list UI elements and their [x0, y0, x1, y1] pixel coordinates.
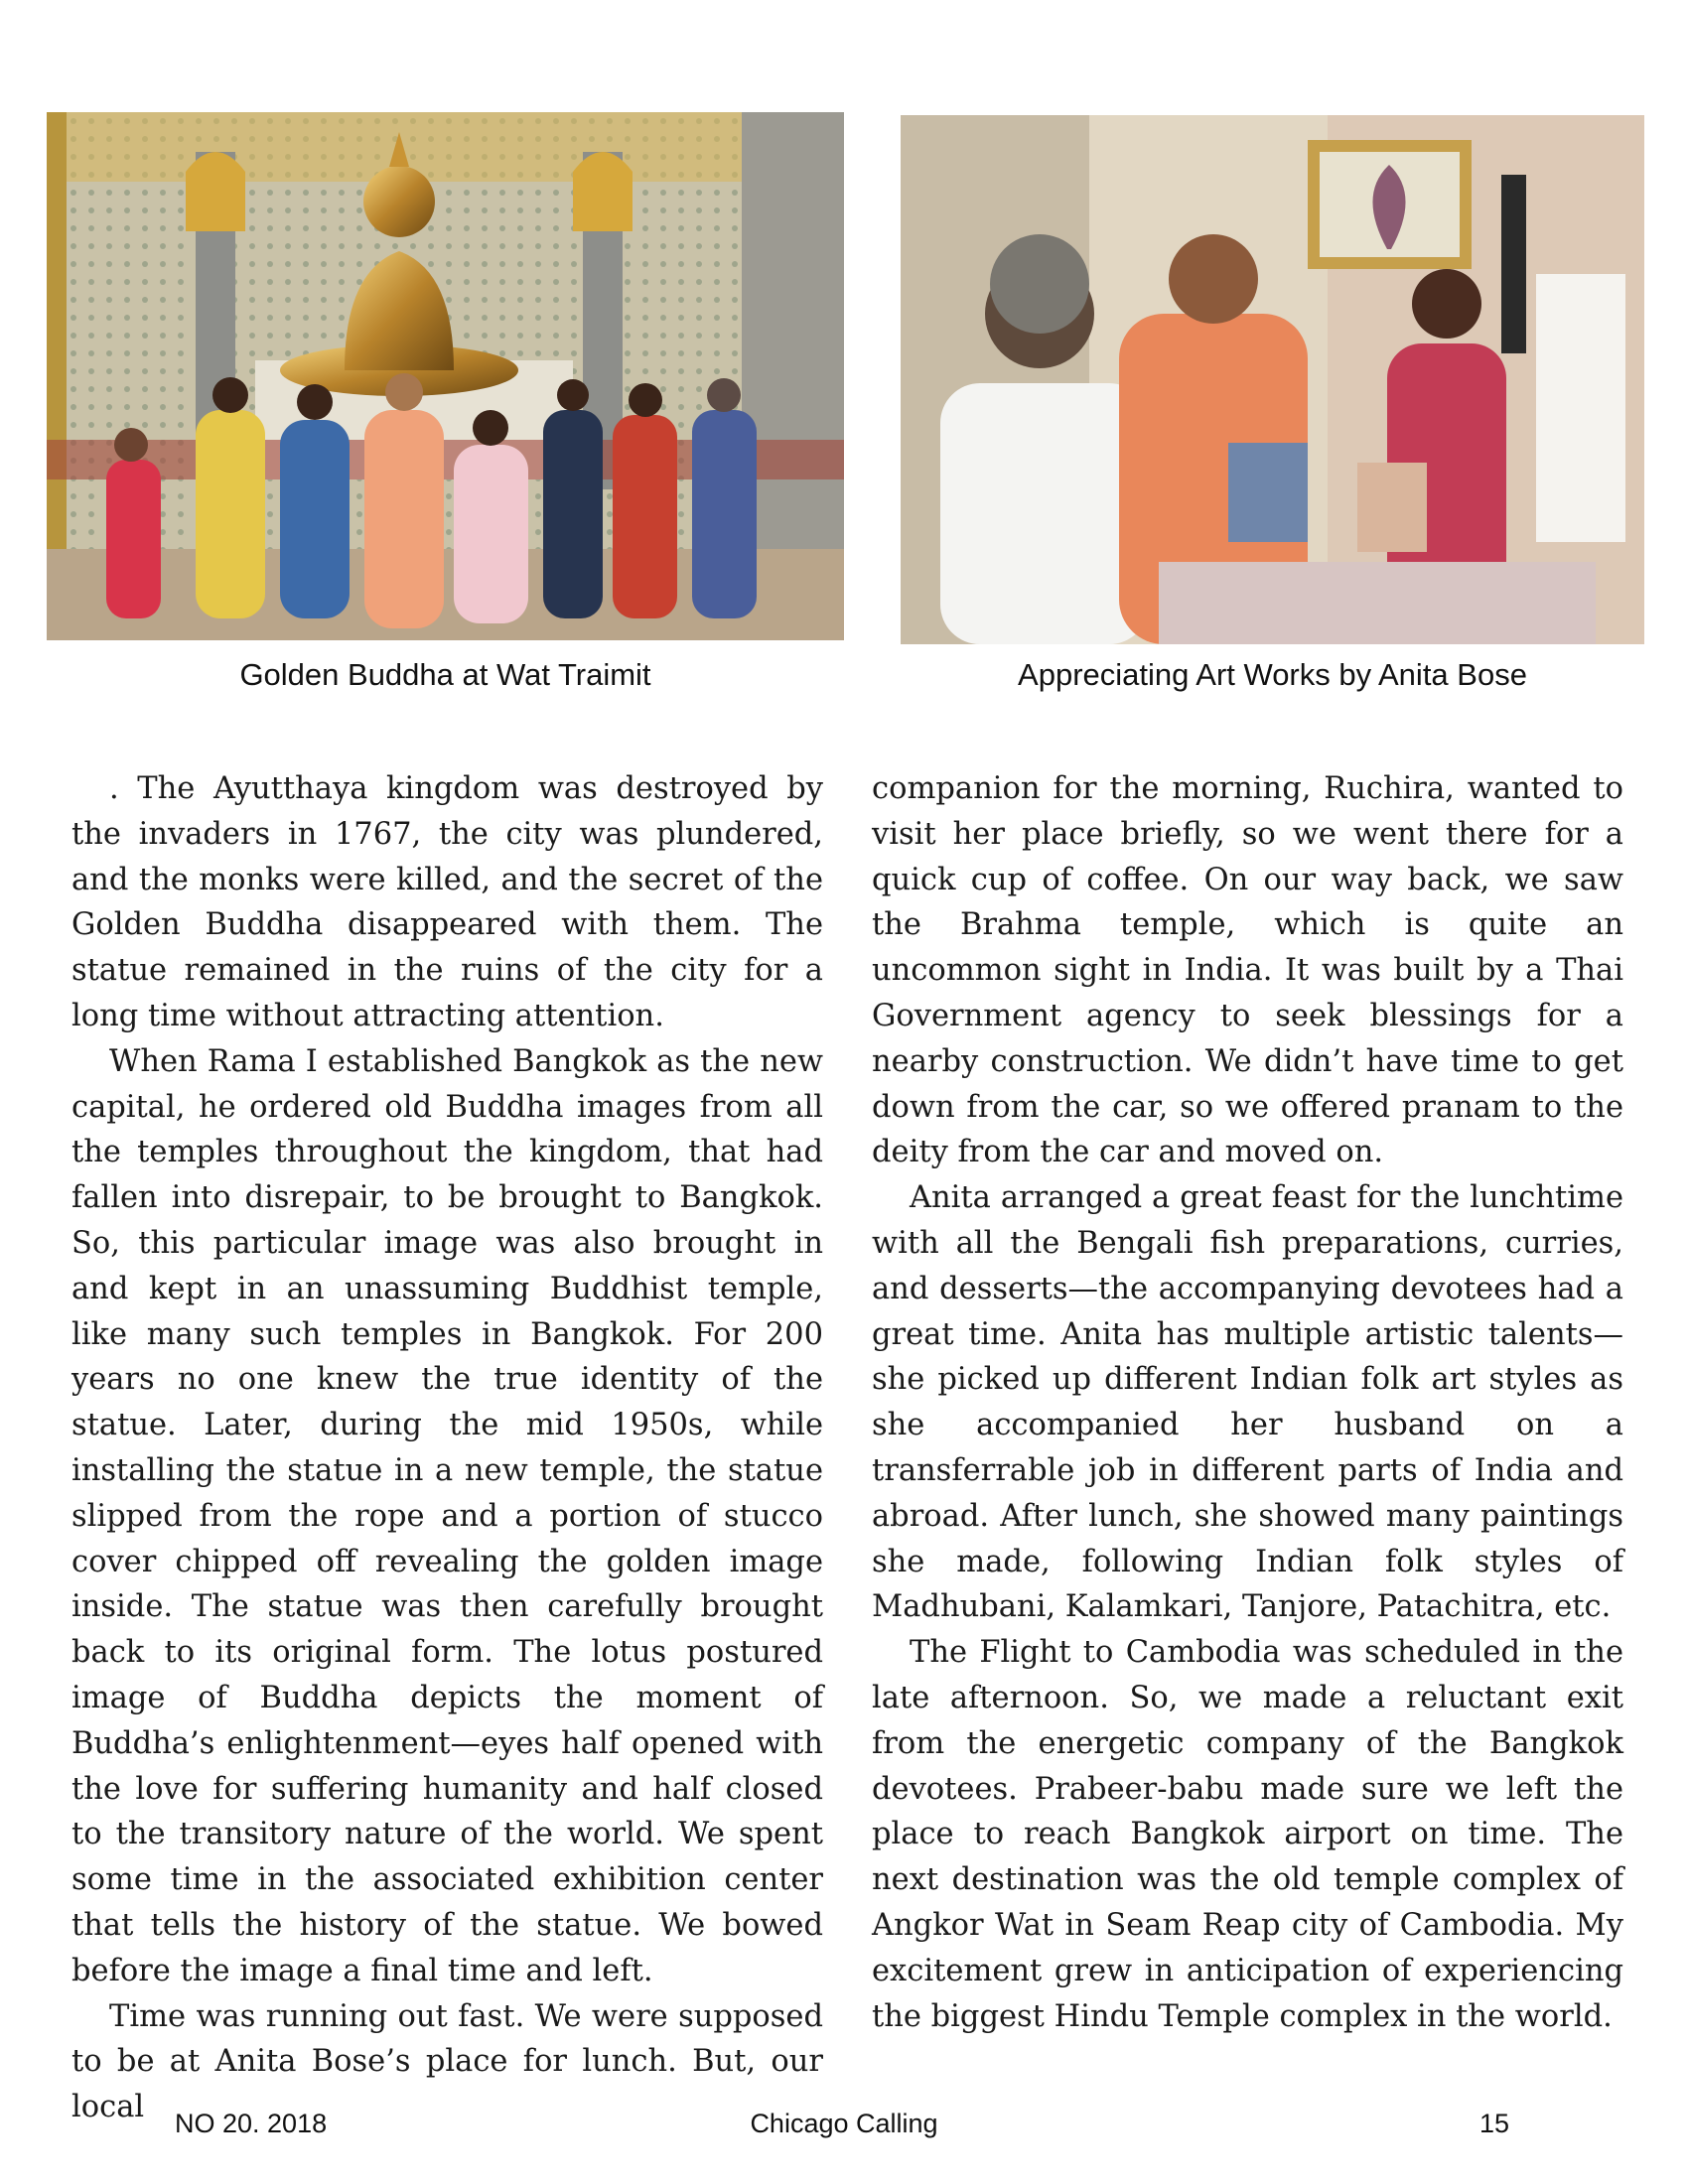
photo-caption-right: Appreciating Art Works by Anita Bose	[1018, 657, 1527, 692]
article-column-left	[71, 766, 823, 2130]
art-works-illustration	[901, 115, 1644, 644]
article-column-right	[872, 766, 1623, 2039]
golden-buddha-illustration	[47, 112, 844, 640]
paragraph: Anita arranged a great feast for the lunchtime with all the Bengali fish preparations, curries, and desserts—the accompanying devotees had a great time. Anita has multiple artistic talents—she picked up different Indian folk art styles as she accompanied her husband on a transferrable job in different parts of India and abroad. After lunch, she showed many paintings she made, following Indian folk styles of Madhubani, Kalamkari, Tanjore, Patachitra, etc.	[872, 1180, 1623, 1625]
paragraph: When Rama I established Bangkok as the new capital, he ordered old Buddha images from all the temples throughout the kingdom, that had fallen into disrepair, to be brought to Bangkok. So, this particular image was also brought in and kept in an unassuming Buddhist temple, like many such temples in Bangkok. For 200 years no one knew the true identity of the statue. Later, during the mid 1950s, while installing the statue in a new temple, the statue slipped from the rope and a portion of stucco cover chipped off revealing the golden image inside. The statue was then carefully brought back to its original form. The lotus postured image of Buddha depicts the moment of Buddha’s enlightenment—eyes half opened with the love for suffering humanity and half closed to the transitory nature of the world. We spent some time in the associated exhibition center that tells the history of the statue. We bowed before the image a final time and left.	[71, 1043, 823, 1988]
paragraph: Time was running out fast. We were supposed to be at Anita Bose’s place for lunch. But, our local	[71, 1998, 823, 2125]
footer-issue: NO 20. 2018	[175, 2109, 328, 2138]
footer-page-number: 15	[1479, 2109, 1510, 2138]
footer-publication-title: Chicago Calling	[750, 2109, 938, 2138]
photo-caption-left: Golden Buddha at Wat Traimit	[239, 657, 651, 692]
paragraph: The Flight to Cambodia was scheduled in the late afternoon. So, we made a reluctant exit from the energetic company of the Bangkok devotees. Prabeer-babu made sure we left the place to reach Bangkok airport on time. The next destination was the old temple complex of Angkor Wat in Seam Reap city of Cambodia. My excitement grew in anticipation of experiencing the biggest Hindu Temple complex in the world.	[872, 1635, 1623, 2034]
photo-art-works	[901, 115, 1644, 644]
paragraph: companion for the morning, Ruchira, wanted to visit her place briefly, so we went there for a quick cup of coffee. On our way back, we saw the Brahma temple, which is quite an uncommon sight in India. It was built by a Thai Government agency to seek blessings for a nearby construction. We didn’t have time to get down from the car, so we offered pranam to the deity from the car and moved on.	[872, 771, 1623, 1170]
paragraph: . The Ayutthaya kingdom was destroyed by the invaders in 1767, the city was plundered, and the monks were killed, and the secret of the Golden Buddha disappeared with them. The statue remained in the ruins of the city for a long time without attracting attention.	[71, 771, 823, 1033]
photo-golden-buddha	[47, 112, 844, 640]
